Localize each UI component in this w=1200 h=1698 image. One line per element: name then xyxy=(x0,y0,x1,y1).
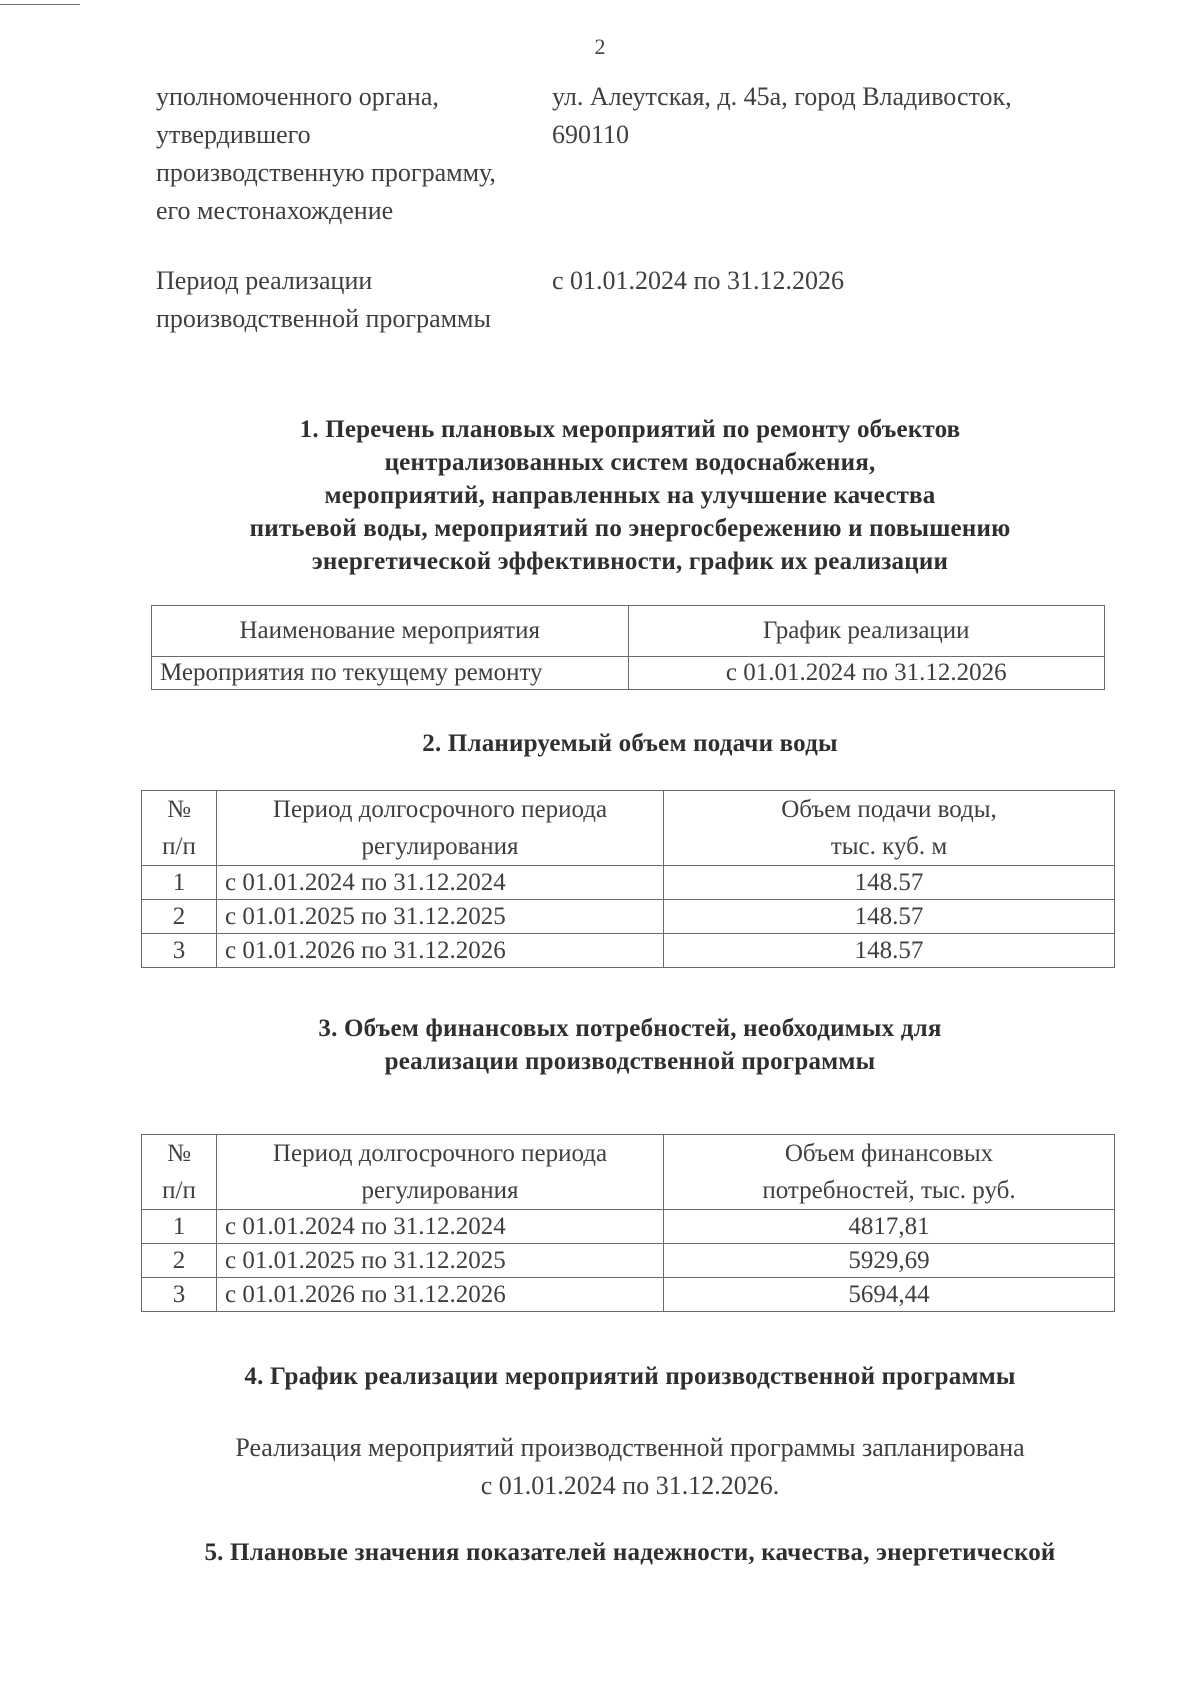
table-cell: 148.57 xyxy=(664,866,1115,900)
table-cell: с 01.01.2026 по 31.12.2026 xyxy=(217,1278,664,1312)
table-cell: с 01.01.2024 по 31.12.2024 xyxy=(217,866,664,900)
table-cell: 5929,69 xyxy=(664,1244,1115,1278)
info-label-period xyxy=(156,262,552,338)
info-value-address xyxy=(552,78,1086,230)
table-row xyxy=(142,1278,1115,1312)
financing-table xyxy=(141,1134,1115,1312)
section4-paragraph xyxy=(0,1429,1200,1505)
info-label-line: его местонахождение xyxy=(156,196,394,225)
column-header-volume xyxy=(664,791,1115,866)
table-cell: 1 xyxy=(142,866,217,900)
table-row xyxy=(142,934,1115,968)
info-value-line: ул. Алеутская, д. 45а, город Владивосток, xyxy=(552,82,1012,111)
column-header-number xyxy=(142,1135,217,1210)
info-row-period xyxy=(156,262,1086,338)
header-line: Период долгосрочного периода xyxy=(272,796,608,823)
header-line: потребностей, тыс. руб. xyxy=(762,1177,1016,1204)
table-cell: с 01.01.2025 по 31.12.2025 xyxy=(217,900,664,934)
table-row xyxy=(142,866,1115,900)
table-cell: 2 xyxy=(142,1244,217,1278)
table-cell: 3 xyxy=(142,934,217,968)
info-value-period xyxy=(552,262,1086,338)
corner-mark xyxy=(0,4,80,5)
info-row-authority xyxy=(156,78,1086,230)
column-header: График реализации xyxy=(628,606,1105,657)
table-header-row xyxy=(142,791,1115,866)
table-row xyxy=(142,900,1115,934)
info-label-line: уполномоченного органа, xyxy=(156,82,439,111)
paragraph-line: с 01.01.2024 по 31.12.2026. xyxy=(480,1471,780,1500)
table-cell: 2 xyxy=(142,900,217,934)
header-line: регулирования xyxy=(361,833,519,860)
header-line: Объем подачи воды, xyxy=(781,796,997,823)
paragraph-line: Реализация мероприятий производственной программы запланирована xyxy=(235,1433,1025,1462)
section5-heading: 5. Плановые значения показателей надежности, качества, энергетической xyxy=(204,1539,1056,1566)
info-label-line: Период реализации xyxy=(156,266,373,295)
section1-heading xyxy=(0,413,1200,578)
water-volume-table xyxy=(141,790,1115,968)
table-cell: 1 xyxy=(142,1210,217,1244)
header-line: Период долгосрочного периода xyxy=(272,1140,608,1167)
info-label-line: производственную программу, xyxy=(156,158,496,187)
heading-line: мероприятий, направленных на улучшение качества xyxy=(324,482,936,509)
section2-heading: 2. Планируемый объем подачи воды xyxy=(422,730,838,757)
heading-line: энергетической эффективности, график их реализации xyxy=(311,548,949,575)
header-line: п/п xyxy=(162,1177,196,1204)
info-value-line: с 01.01.2024 по 31.12.2026 xyxy=(552,266,844,295)
header-line: № xyxy=(167,1140,191,1167)
info-label-line: утвердившего xyxy=(156,120,311,149)
column-header-financing xyxy=(664,1135,1115,1210)
header-line: тыс. куб. м xyxy=(830,833,948,860)
column-header-number xyxy=(142,791,217,866)
table-header-row xyxy=(152,606,1105,657)
table-cell: с 01.01.2024 по 31.12.2026 xyxy=(628,657,1105,690)
table-cell: 5694,44 xyxy=(664,1278,1115,1312)
table-cell: с 01.01.2024 по 31.12.2024 xyxy=(217,1210,664,1244)
info-label-line: производственной программы xyxy=(156,304,491,333)
heading-line: 1. Перечень плановых мероприятий по ремонту объектов xyxy=(299,416,961,443)
table-cell: 4817,81 xyxy=(664,1210,1115,1244)
section4-heading: 4. График реализации мероприятий производственной программы xyxy=(244,1363,1016,1390)
header-line: № xyxy=(167,796,191,823)
table-cell: Мероприятия по текущему ремонту xyxy=(152,657,629,690)
table-header-row xyxy=(142,1135,1115,1210)
table-cell: с 01.01.2025 по 31.12.2025 xyxy=(217,1244,664,1278)
table-row xyxy=(152,657,1105,690)
column-header-period xyxy=(217,1135,664,1210)
heading-line: централизованных систем водоснабжения, xyxy=(384,449,876,476)
header-line: регулирования xyxy=(361,1177,519,1204)
table-row xyxy=(142,1244,1115,1278)
section3-heading xyxy=(0,1012,1200,1078)
table-row xyxy=(142,1210,1115,1244)
header-line: п/п xyxy=(162,833,196,860)
page-number: 2 xyxy=(594,34,606,59)
table-cell: 3 xyxy=(142,1278,217,1312)
table-cell: 148.57 xyxy=(664,900,1115,934)
table-cell: с 01.01.2026 по 31.12.2026 xyxy=(217,934,664,968)
measures-table xyxy=(151,605,1105,690)
table-cell: 148.57 xyxy=(664,934,1115,968)
info-value-line: 690110 xyxy=(552,120,630,149)
header-line: Объем финансовых xyxy=(784,1140,994,1167)
heading-line: реализации производственной программы xyxy=(384,1048,876,1075)
heading-line: 3. Объем финансовых потребностей, необходимых для xyxy=(318,1015,942,1042)
column-header-period xyxy=(217,791,664,866)
info-label-authority xyxy=(156,78,552,230)
heading-line: питьевой воды, мероприятий по энергосбережению и повышению xyxy=(249,515,1011,542)
column-header: Наименование мероприятия xyxy=(152,606,629,657)
